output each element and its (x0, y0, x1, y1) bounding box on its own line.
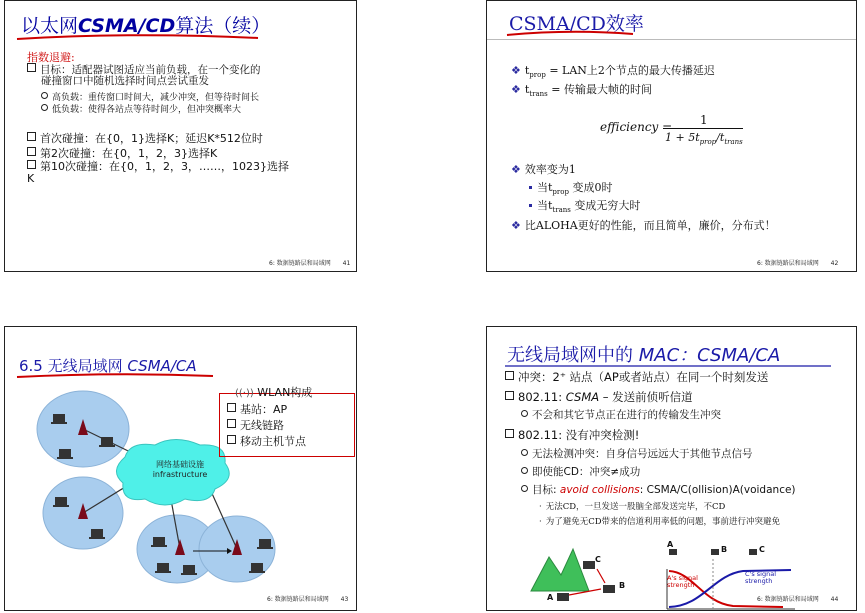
prop-zero-item (529, 179, 612, 196)
no-cd-detail-text: 无法CD，一旦发送一股脑全部发送完毕，不CD (545, 502, 726, 512)
goal-text: avoid collisions (559, 484, 640, 496)
goal-text: 碰撞窗口中随机选择时间点尝试重发 (41, 75, 209, 87)
formula-lhs: efficiency = (600, 120, 673, 134)
t-symbol: t (695, 131, 700, 144)
slide-42 (486, 0, 857, 272)
bullet-circle-icon (41, 104, 48, 111)
csma-text: CSMA (565, 390, 600, 404)
laptop-icon (583, 561, 595, 569)
legend-item-ap (227, 401, 287, 417)
legend-item-link (227, 417, 284, 433)
cant-detect-text: 无法检测冲突：自身信号远远大于其他节点信号 (532, 448, 753, 460)
item-text: 移动主机节点 (240, 435, 306, 448)
label-a-right: A (667, 540, 674, 549)
subscript: prop (529, 71, 546, 80)
trans-inf-text: 变成无穷大时 (574, 199, 641, 212)
laptop-icon (603, 585, 615, 593)
goal-item (521, 482, 796, 497)
subscript: prop (699, 138, 717, 147)
bullet-box-icon (27, 147, 36, 156)
title-underline (15, 33, 260, 43)
laptop-icon (749, 549, 757, 555)
ttrans-text: = 传输最大帧的时间 (551, 83, 652, 96)
legend-item-host (227, 433, 306, 449)
slide-41 (4, 0, 357, 272)
label-c-left: C (595, 555, 601, 564)
label-b-left: B (619, 581, 626, 590)
subscript: trans (552, 206, 571, 215)
bullet-box-icon (505, 391, 514, 400)
diamond-bullet-icon: ❖ (511, 83, 521, 96)
title-part: CSMA/CA (127, 357, 197, 375)
efficiency-text: 效率变为1 (524, 163, 576, 176)
slide-footer (757, 594, 838, 603)
infrastructure-label (135, 459, 225, 479)
page-number: 41 (342, 260, 351, 267)
formula-denominator: $1 + 5t_{prop}/t_{trans}$ (665, 131, 743, 147)
no-collide-item (521, 407, 721, 422)
tenth-collision-text: 第10次碰撞：在{0，1，2，3，……，1023}选择 (40, 160, 289, 173)
efficiency-bullet (511, 161, 576, 177)
avoid-detail (539, 515, 780, 527)
title-part: 6.5 无线局域网 (19, 357, 128, 375)
second-collision (27, 145, 217, 161)
page-number: 42 (830, 260, 839, 267)
laptop-icon (557, 593, 569, 601)
when-text: 当t (537, 199, 553, 212)
backoff-heading: 指数退避: (27, 51, 75, 64)
title-divider (487, 39, 857, 40)
cant-detect-item (521, 446, 753, 461)
diamond-bullet-icon: ❖ (511, 64, 521, 77)
no-cd-detail (539, 500, 725, 512)
a-signal-label: A's signal strength (667, 574, 698, 589)
even-cd-text: 即使能CD：冲突≠成功 (532, 466, 641, 478)
bullet-circle-icon (521, 410, 528, 417)
slide-44 (486, 326, 857, 611)
tprop-bullet (511, 62, 715, 79)
high-load-text: 高负载：重传窗口时间大，减少冲突，但等待时间长 (52, 93, 260, 103)
obstacle-mountain (531, 549, 589, 591)
ttrans-bullet (511, 81, 652, 98)
subscript: prop (552, 188, 569, 197)
footer-text: 6: 数据链路层和局域网 (757, 596, 819, 603)
square-bullet-icon (529, 186, 532, 189)
infra-cn: 网络基础设施 (156, 460, 204, 469)
aloha-bullet (511, 217, 776, 233)
title-part: 以太网 (21, 15, 79, 37)
title-part: CSMA/CD (78, 15, 176, 37)
dot-bullet-icon: · (539, 517, 542, 527)
item-text: 基站：AP (240, 403, 288, 416)
bullet-box-icon (27, 160, 36, 169)
title-part: 无线局域网中的 (507, 345, 639, 366)
second-collision-text: 第2次碰撞：在{0，1，2，3}选择K (40, 147, 218, 160)
bullet-box-icon (505, 429, 514, 438)
t-symbol: t (719, 131, 725, 144)
bullet-circle-icon (521, 449, 528, 456)
laptop-icon (669, 549, 677, 555)
bullet-circle-icon (41, 92, 48, 99)
title-part: MAC：CSMA/CA (638, 345, 781, 366)
title-underline (505, 29, 635, 39)
infra-en: infrastructure (152, 470, 208, 479)
low-load-text: 低负载：使得各站点等待时间少，但冲突概率大 (52, 105, 242, 115)
subscript: trans (529, 90, 548, 99)
bullet-box-icon (27, 132, 36, 141)
goal-bullet (27, 63, 261, 87)
square-bullet-icon (529, 204, 532, 207)
t-symbol: t (524, 64, 530, 77)
no-cd-bullet (505, 427, 639, 443)
conflict-text: 冲突：2⁺ 站点（AP或者站点）在同一个时刻发送 (518, 370, 769, 384)
aloha-text: 比ALOHA更好的性能，而且简单，廉价，分布式！ (524, 219, 776, 232)
even-cd-item (521, 464, 640, 479)
label-a-left: A (547, 593, 554, 602)
bullet-box-icon (27, 63, 36, 72)
bullet-box-icon (227, 419, 236, 428)
first-collision (27, 130, 263, 146)
tenth-collision (27, 160, 289, 185)
low-load-item (41, 102, 241, 115)
page-number: 43 (340, 596, 349, 603)
slide-footer (267, 594, 348, 603)
wireless-signal-icon: ((·)) (235, 388, 254, 399)
when-text: 当t (537, 181, 553, 194)
csma-text: 802.11: (518, 390, 566, 404)
goal-text: 目标: (532, 484, 560, 496)
t-symbol: t (524, 83, 530, 96)
subscript: trans (724, 138, 743, 147)
dot-bullet-icon: · (539, 502, 542, 512)
no-collide-text: 不会和其它节点正在进行的传输发生冲突 (532, 409, 721, 421)
wlan-heading (235, 384, 312, 400)
slide-43 (4, 326, 357, 611)
no-cd-text: 802.11: 没有冲突检测! (518, 428, 640, 442)
csma-text: – 发送前侦听信道 (599, 390, 693, 404)
diamond-bullet-icon: ❖ (511, 163, 521, 176)
label-c-right: C (759, 545, 765, 554)
conflict-bullet (505, 369, 768, 385)
tenth-collision-text: K (27, 172, 35, 185)
tprop-text: = LAN上2个节点的最大传播延迟 (549, 64, 715, 77)
c-signal-label: C's signal strength (745, 570, 777, 585)
slide-footer (757, 258, 838, 267)
bullet-circle-icon (521, 485, 528, 492)
fraction-bar (663, 128, 743, 129)
page-number: 44 (830, 596, 839, 603)
csma-bullet (505, 389, 693, 405)
slide-title: CSMA/CD效率 (509, 13, 644, 35)
den-text: 1 + 5 (665, 131, 696, 144)
bullet-box-icon (227, 435, 236, 444)
goal-text: 目标：适配器试图适应当前负载，在一个变化的 (40, 64, 261, 76)
formula-numerator: 1 (700, 113, 708, 127)
footer-text: 6: 数据链路层和局域网 (267, 596, 329, 603)
first-collision-text: 首次碰撞：在{0，1}选择K；延迟K*512位时 (40, 132, 263, 145)
title-part: 算法（续） (175, 15, 271, 37)
hidden-terminal-illustration (527, 535, 637, 611)
trans-inf-item (529, 197, 640, 214)
wlan-text: WLAN构成 (257, 386, 313, 399)
item-text: 无线链路 (240, 419, 284, 432)
footer-text: 6: 数据链路层和局域网 (757, 260, 819, 267)
laptop-icon (711, 549, 719, 555)
diamond-bullet-icon: ❖ (511, 219, 521, 232)
prop-zero-text: 变成0时 (572, 181, 613, 194)
slide-footer (269, 258, 350, 267)
avoid-detail-text: 为了避免无CD带来的信道利用率低的问题，事前进行冲突避免 (545, 517, 781, 527)
bullet-box-icon (505, 371, 514, 380)
footer-text: 6: 数据链路层和局域网 (269, 260, 331, 267)
bullet-circle-icon (521, 467, 528, 474)
goal-text: : CSMA/C(ollision)A(voidance) (639, 484, 796, 496)
label-b-right: B (721, 545, 728, 554)
bullet-box-icon (227, 403, 236, 412)
